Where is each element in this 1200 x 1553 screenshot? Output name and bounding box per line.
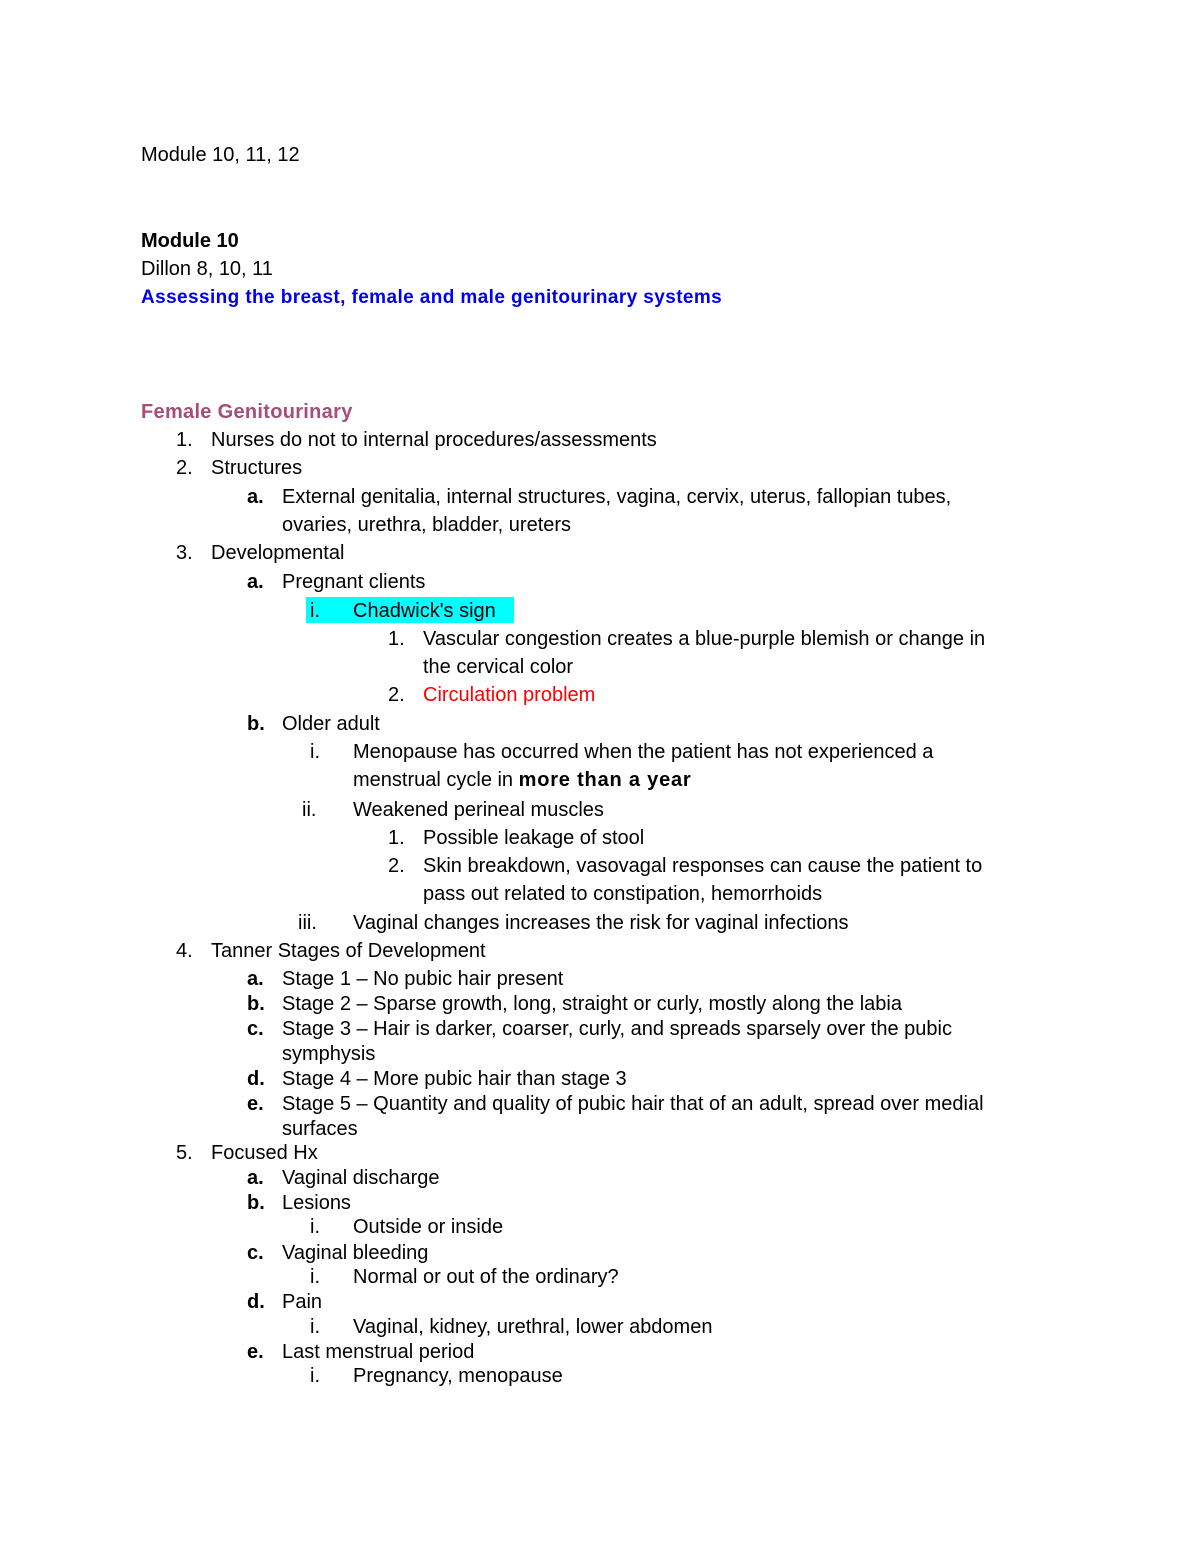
- list-marker: 1.: [388, 827, 405, 849]
- list-marker: ii.: [302, 799, 317, 821]
- list-item-text: Vaginal bleeding: [282, 1242, 429, 1264]
- list-marker: iii.: [298, 912, 317, 934]
- list-item-text: External genitalia, internal structures, vagina, cervix, uterus, fallopian tubes,: [282, 486, 952, 508]
- list-item-text-continued: [353, 770, 692, 790]
- list-marker: d.: [247, 1291, 265, 1313]
- list-item-text-continued: symphysis: [282, 1043, 376, 1065]
- list-item-text: Nurses do not to internal procedures/assessments: [211, 429, 657, 451]
- list-item-text: Menopause has occurred when the patient has not experienced a: [353, 741, 934, 763]
- list-marker: 1.: [176, 429, 193, 451]
- highlighted-list-item-text: Chadwick's sign: [353, 600, 496, 622]
- list-item-text: Stage 4 – More pubic hair than stage 3: [282, 1068, 627, 1090]
- reference-line: Dillon 8, 10, 11: [141, 258, 273, 280]
- list-item-text: Focused Hx: [211, 1142, 318, 1164]
- bold-emphasis: more than a year: [518, 769, 692, 791]
- list-item-text: Possible leakage of stool: [423, 827, 645, 849]
- list-marker: i.: [310, 1365, 320, 1387]
- list-marker: i.: [310, 741, 320, 763]
- list-marker: d.: [247, 1068, 265, 1090]
- list-item-text-continued: surfaces: [282, 1118, 358, 1140]
- list-marker: a.: [247, 571, 264, 593]
- section-heading: Female Genitourinary: [141, 401, 353, 423]
- list-item-text: Vaginal, kidney, urethral, lower abdomen: [353, 1316, 713, 1338]
- list-item-text: Vaginal changes increases the risk for vaginal infections: [353, 912, 849, 934]
- list-marker: 3.: [176, 542, 193, 564]
- list-marker: a.: [247, 1167, 264, 1189]
- list-item-text: Tanner Stages of Development: [211, 940, 486, 962]
- list-marker: e.: [247, 1093, 264, 1115]
- list-item-text: Structures: [211, 457, 303, 479]
- list-item-text: Outside or inside: [353, 1216, 504, 1238]
- list-marker: a.: [247, 486, 264, 508]
- list-item-text-continued: ovaries, urethra, bladder, ureters: [282, 514, 572, 536]
- list-item-text: Developmental: [211, 542, 345, 564]
- list-marker: 2.: [176, 457, 193, 479]
- list-item-text: Normal or out of the ordinary?: [353, 1266, 619, 1288]
- list-marker: b.: [247, 713, 265, 735]
- list-item-text: Pregnancy, menopause: [353, 1365, 563, 1387]
- list-marker: i.: [310, 1316, 320, 1338]
- module-subtitle: Assessing the breast, female and male genitourinary systems: [141, 287, 723, 308]
- list-item-text: Stage 5 – Quantity and quality of pubic hair that of an adult, spread over medial: [282, 1093, 984, 1115]
- list-marker: i.: [310, 600, 320, 622]
- list-marker: 2.: [388, 855, 405, 877]
- list-item-text-continued: pass out related to constipation, hemorrhoids: [423, 883, 823, 905]
- list-item-text: Pregnant clients: [282, 571, 426, 593]
- list-item-text: Pain: [282, 1291, 323, 1313]
- list-item-text: Last menstrual period: [282, 1341, 475, 1363]
- list-item-text: Weakened perineal muscles: [353, 799, 604, 821]
- list-marker: i.: [310, 1216, 320, 1238]
- list-item-text: Skin breakdown, vasovagal responses can cause the patient to: [423, 855, 983, 877]
- list-marker: e.: [247, 1341, 264, 1363]
- list-marker: 2.: [388, 684, 405, 706]
- list-marker: c.: [247, 1242, 264, 1264]
- list-marker: 1.: [388, 628, 405, 650]
- list-marker: b.: [247, 993, 265, 1015]
- emphasis-list-item-text: Circulation problem: [423, 684, 596, 706]
- plain-text: menstrual cycle in: [353, 769, 519, 791]
- list-item-text: Older adult: [282, 713, 380, 735]
- list-marker: 5.: [176, 1142, 193, 1164]
- list-marker: c.: [247, 1018, 264, 1040]
- list-item-text: Vaginal discharge: [282, 1167, 440, 1189]
- list-marker: 4.: [176, 940, 193, 962]
- module-heading: Module 10: [141, 230, 239, 252]
- list-marker: b.: [247, 1192, 265, 1214]
- list-marker: i.: [310, 1266, 320, 1288]
- list-marker: a.: [247, 968, 264, 990]
- list-item-text: Stage 3 – Hair is darker, coarser, curly, and spreads sparsely over the pubic: [282, 1018, 952, 1040]
- document-title: Module 10, 11, 12: [141, 144, 300, 166]
- list-item-text: Vascular congestion creates a blue-purple blemish or change in: [423, 628, 986, 650]
- list-item-text: Stage 2 – Sparse growth, long, straight or curly, mostly along the labia: [282, 993, 902, 1015]
- list-item-text: Lesions: [282, 1192, 351, 1214]
- list-item-text: Stage 1 – No pubic hair present: [282, 968, 564, 990]
- list-item-text-continued: the cervical color: [423, 656, 574, 678]
